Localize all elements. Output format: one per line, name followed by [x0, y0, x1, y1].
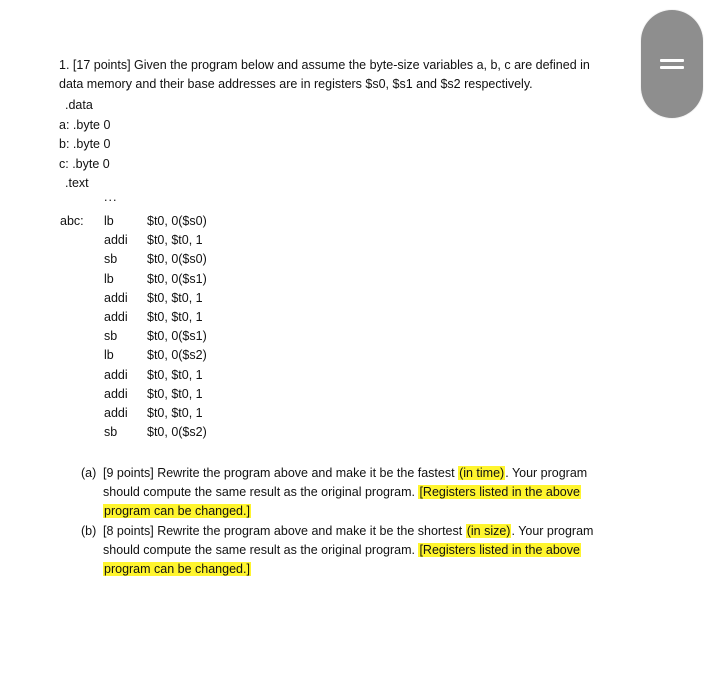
- code-args: $t0, $t0, 1: [147, 233, 203, 248]
- code-op: lb: [104, 348, 114, 363]
- code-line: [60, 385, 320, 404]
- code-label: [60, 308, 104, 327]
- code-op: addi: [104, 309, 128, 324]
- part-a-label: (a): [81, 466, 97, 480]
- code-ellipsis: ...: [104, 190, 118, 204]
- part-b-label: (b): [81, 523, 97, 538]
- code-op: addi: [104, 405, 128, 420]
- data-variable-c: c: .byte 0: [59, 156, 110, 171]
- code-line: [60, 366, 320, 385]
- code-op: addi: [104, 290, 128, 305]
- code-op: lb: [104, 214, 114, 228]
- code-line: [60, 308, 320, 327]
- code-args: $t0, $t0, 1: [147, 386, 203, 401]
- code-op: addi: [104, 233, 128, 248]
- code-args: $t0, 0($s2): [147, 425, 207, 440]
- code-label: [60, 346, 104, 365]
- code-line: [60, 346, 320, 365]
- code-label: [60, 385, 104, 404]
- code-line: [60, 250, 320, 269]
- code-line: [60, 212, 320, 231]
- code-label: [60, 270, 104, 289]
- code-op: sb: [104, 252, 118, 267]
- part-a-text: [103, 464, 633, 522]
- code-line: [60, 404, 320, 423]
- code-label: abc:: [60, 214, 84, 228]
- code-label: [60, 404, 104, 423]
- part-b-text: [103, 522, 633, 580]
- part-a: [81, 464, 641, 522]
- code-args: $t0, $t0, 1: [147, 290, 203, 305]
- code-args: $t0, $t0, 1: [147, 367, 203, 382]
- part-a-registers-highlight-cont: program can be changed.]: [104, 504, 250, 519]
- code-label: [60, 250, 104, 269]
- code-label: [60, 289, 104, 308]
- part-a-line1-end: . Your program: [505, 466, 588, 480]
- part-b-registers-highlight: [Registers listed in the above: [419, 542, 580, 557]
- part-b-registers-highlight-cont: program can be changed.]: [104, 562, 250, 577]
- code-op: lb: [104, 271, 114, 286]
- code-op: addi: [104, 386, 128, 401]
- code-line: [60, 270, 320, 289]
- part-b-size-highlight: (in size): [466, 523, 511, 538]
- data-section: [59, 96, 279, 194]
- code-line: [60, 231, 320, 250]
- code-args: $t0, 0($s0): [147, 214, 207, 228]
- code-args: $t0, $t0, 1: [147, 405, 203, 420]
- text-directive: .text: [65, 176, 89, 190]
- code-args: $t0, $t0, 1: [147, 309, 203, 324]
- code-line: [60, 423, 320, 442]
- subquestions: [81, 464, 641, 579]
- code-line: [60, 327, 320, 346]
- question-line-1: 1. [17 points] Given the program below and assume the byte-size variables a, b, c are defined in: [59, 58, 590, 72]
- part-a-line1-text: [9 points] Rewrite the program above and make it be the fastest: [103, 466, 459, 480]
- part-a-line2-text: should compute the same result as the original program.: [103, 485, 419, 500]
- part-b: [81, 522, 641, 580]
- data-variable-a: a: .byte 0: [59, 117, 111, 132]
- code-label: [60, 327, 104, 346]
- assembly-code: [60, 212, 320, 442]
- question-line-2: data memory and their base addresses are in registers $s0, $s1 and $s2 respectively.: [59, 77, 533, 92]
- code-op: sb: [104, 329, 118, 344]
- question-statement: [59, 56, 639, 94]
- part-a-time-highlight: (in time): [459, 466, 505, 480]
- part-b-line1-end: . Your program: [511, 523, 594, 538]
- data-variable-b: b: .byte 0: [59, 137, 111, 151]
- code-args: $t0, 0($s2): [147, 348, 207, 363]
- part-b-line1-text: [8 points] Rewrite the program above and make it be the shortest: [103, 523, 466, 538]
- code-args: $t0, 0($s0): [147, 252, 207, 267]
- hamburger-menu-icon: [660, 57, 684, 71]
- code-label: [60, 231, 104, 250]
- code-args: $t0, 0($s1): [147, 329, 207, 344]
- part-b-line2-text: should compute the same result as the original program.: [103, 542, 419, 557]
- code-label: [60, 423, 104, 442]
- part-a-registers-highlight: [Registers listed in the above: [419, 485, 580, 500]
- code-label: [60, 366, 104, 385]
- code-args: $t0, 0($s1): [147, 271, 207, 286]
- code-op: addi: [104, 367, 128, 382]
- code-line: [60, 289, 320, 308]
- data-directive: .data: [65, 98, 93, 112]
- code-op: sb: [104, 425, 118, 440]
- menu-button[interactable]: [641, 10, 703, 118]
